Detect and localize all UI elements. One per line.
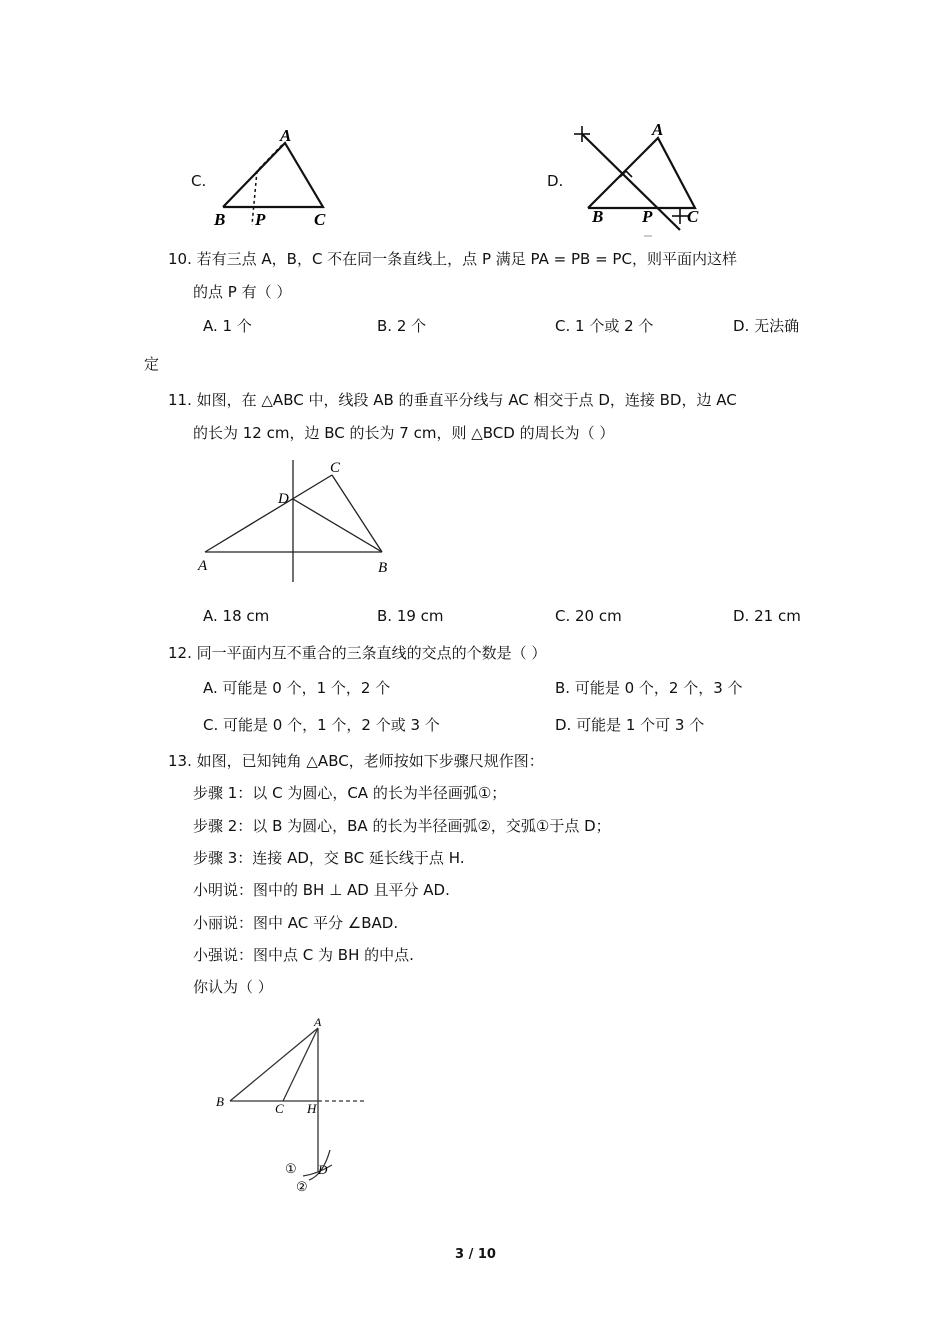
q12-option-d: D. 可能是 1 个可 3 个 (555, 716, 705, 734)
q13-xiaoqiang: 小强说：图中点 C 为 BH 的中点. (193, 946, 414, 964)
q9-figure-c (210, 125, 340, 230)
fig-d-label-p: P (642, 207, 653, 226)
fig-c-label-c: C (314, 210, 326, 229)
q11-label-d: D (278, 491, 289, 507)
q13-label-h: H (307, 1101, 317, 1116)
q13-xiaoming: 小明说：图中的 BH ⊥ AD 且平分 AD. (193, 881, 450, 899)
q13-step2: 步骤 2：以 B 为圆心，BA 的长为半径画弧②，交弧①于点 D； (193, 817, 611, 835)
q13-step3: 步骤 3：连接 AD，交 BC 延长线于点 H. (193, 849, 465, 867)
q13-figure (205, 1010, 385, 1200)
q11-line1: 11. 如图，在 △ABC 中，线段 AB 的垂直平分线与 AC 相交于点 D，连接 BD，边 AC (168, 391, 737, 409)
q11-label-b: B (378, 560, 388, 576)
q11-option-b: B. 19 cm (377, 607, 444, 625)
q12-line1: 12. 同一平面内互不重合的三条直线的交点的个数是（ ） (168, 644, 547, 662)
q10-option-d: D. 无法确 (733, 317, 800, 335)
q13-step1: 步骤 1：以 C 为圆心，CA 的长为半径画弧①； (193, 784, 507, 802)
q10-line1: 10. 若有三点 A，B，C 不在同一条直线上，点 P 满足 PA = PB = PC，则平面内这样 (168, 250, 737, 268)
fig-c-label-a: A (280, 126, 292, 145)
q13-arc1-label: ① (285, 1161, 297, 1176)
q11-option-a: A. 18 cm (203, 607, 270, 625)
q9-option-d-label: D. (547, 172, 564, 190)
q13-line1: 13. 如图，已知钝角 △ABC，老师按如下步骤尺规作图： (168, 752, 544, 770)
q13-label-a: A (314, 1015, 322, 1029)
q10-option-c: C. 1 个或 2 个 (555, 317, 654, 335)
q13-label-c: C (275, 1101, 284, 1116)
q10-line2: 的点 P 有（ ） (193, 283, 292, 301)
q12-option-a: A. 可能是 0 个，1 个，2 个 (203, 679, 391, 697)
q10-option-d-continued: 定 (144, 355, 160, 373)
q13-label-d: D (318, 1162, 328, 1177)
q9-option-c-label: C. (191, 172, 207, 190)
q13-arc2-label: ② (296, 1179, 308, 1194)
q11-label-c: C (330, 460, 341, 476)
q10-option-a: A. 1 个 (203, 317, 252, 335)
q13-xiaoli: 小丽说：图中 AC 平分 ∠BAD. (193, 914, 399, 932)
q12-option-c: C. 可能是 0 个，1 个，2 个或 3 个 (203, 716, 440, 734)
q11-option-d: D. 21 cm (733, 607, 801, 625)
fig-c-label-b: B (214, 210, 226, 229)
fig-d-label-c: C (687, 207, 699, 226)
q11-figure (192, 455, 402, 585)
q11-line2: 的长为 12 cm，边 BC 的长为 7 cm，则 △BCD 的周长为（ ） (193, 424, 615, 442)
fig-d-label-b: B (592, 207, 604, 226)
q13-ask: 你认为（ ） (193, 978, 273, 996)
q10-option-b: B. 2 个 (377, 317, 427, 335)
q12-option-b: B. 可能是 0 个，2 个，3 个 (555, 679, 743, 697)
q11-option-c: C. 20 cm (555, 607, 622, 625)
page-number: 3 / 10 (455, 1247, 496, 1262)
fig-c-label-p: P (255, 210, 266, 229)
q13-label-b: B (216, 1094, 224, 1109)
q9-figure-d (570, 120, 710, 238)
q11-label-a: A (198, 558, 208, 574)
fig-d-label-a: A (652, 120, 664, 139)
